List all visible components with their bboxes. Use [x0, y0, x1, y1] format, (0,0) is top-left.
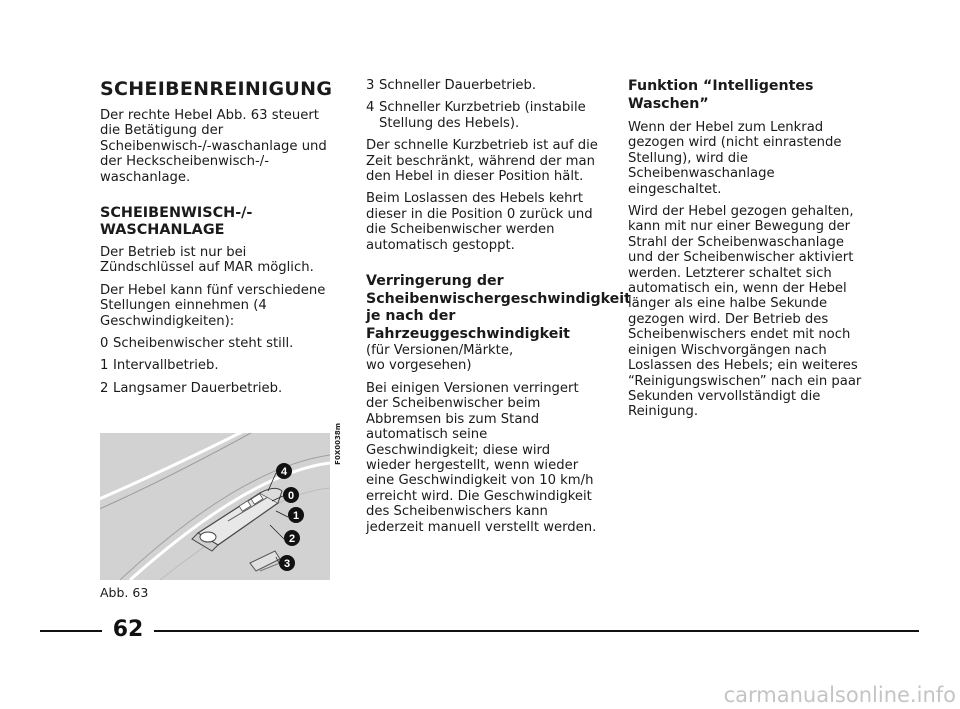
- paragraph-short-mode: Der schnelle Kurzbetrieb ist auf die Zeit beschränkt, während der man den Hebel in dieser Position hält.: [366, 138, 598, 185]
- column-middle: [366, 78, 631, 542]
- list-item-text: Schneller Kurzbetrieb (instabile Stellung des Hebels).: [379, 100, 586, 131]
- list-item-number: 4: [366, 100, 375, 116]
- list-item-number: 0: [100, 336, 109, 352]
- speed-reduction-heading: Verringerung der Scheibenwischergeschwindigkeit je nach der Fahrzeuggeschwindigkeit: [366, 273, 631, 342]
- page-number: 62: [112, 617, 144, 642]
- list-item-text: Intervallbetrieb.: [113, 358, 219, 374]
- intro-paragraph: Der rechte Hebel Abb. 63 steuert die Betätigung der Scheibenwisch-/-waschanlage und der Heckscheibenwisch-/-waschanlage.: [100, 108, 327, 185]
- list-item-number: 1: [100, 358, 109, 374]
- footer-rule-right: [154, 630, 919, 632]
- wiper-lever-illustration: [100, 433, 330, 580]
- paragraph-release: Beim Loslassen des Hebels kehrt dieser in die Position 0 zurück und die Scheibenwischer werden automatisch gestoppt.: [366, 191, 593, 253]
- position-label-4: [276, 463, 292, 479]
- column-left: [100, 78, 332, 403]
- list-item-text: Langsamer Dauerbetrieb.: [113, 380, 283, 396]
- position-label-3: [279, 555, 295, 571]
- version-note: [366, 343, 598, 374]
- version-note-line: wo vorgesehen): [366, 358, 472, 374]
- list-item: [366, 78, 598, 93]
- footer-rule-left: [40, 630, 102, 632]
- smart-wash-heading: Funktion “Intelligentes Waschen”: [628, 78, 814, 112]
- paragraph-smart-wash-intro: Wenn der Hebel zum Lenkrad gezogen wird (nicht einrastende Stellung), wird die Scheibenwaschanlage eingeschaltet.: [628, 120, 842, 197]
- paragraph-positions: Der Hebel kann fünf verschiedene Stellungen einnehmen (4 Geschwindigkeiten):: [100, 282, 326, 329]
- list-item: [366, 100, 598, 131]
- subsection-title: SCHEIBENWISCH-/-WASCHANLAGE: [100, 205, 253, 239]
- svg-text:4: 4: [280, 466, 288, 478]
- list-item: [100, 381, 332, 396]
- list-item: [100, 336, 332, 351]
- column-right: [628, 78, 864, 427]
- position-label-1: [288, 507, 304, 523]
- position-label-2: [284, 530, 300, 546]
- list-item-text: Schneller Dauerbetrieb.: [379, 78, 537, 93]
- section-title: SCHEIBENREINIGUNG: [100, 78, 333, 100]
- list-item: [100, 358, 332, 373]
- list-item-text: Scheibenwischer steht still.: [113, 336, 294, 352]
- version-note-line: (für Versionen/Märkte,: [366, 343, 514, 359]
- list-item-number: 3: [366, 78, 375, 93]
- svg-text:3: 3: [283, 558, 291, 570]
- figure-code: F0X0038m: [334, 423, 342, 465]
- wiper-lever-figure: [100, 433, 330, 580]
- svg-text:1: 1: [292, 510, 300, 522]
- paragraph-speed-reduction: Bei einigen Versionen verringert der Scheibenwischer beim Abbremsen bis zum Stand automatisch seine Geschwindigkeit; diese wird wieder hergestellt, wenn wieder eine Geschwindigkeit von 10 km/h erreicht wird. Die Geschwindigkeit des Scheibenwischers kann jederzeit manuell verstellt werden.: [366, 380, 597, 535]
- watermark: carmanualsonline.info: [723, 683, 956, 707]
- figure-caption: Abb. 63: [100, 585, 149, 600]
- list-item-number: 2: [100, 380, 109, 396]
- svg-text:2: 2: [288, 533, 296, 545]
- paragraph-smart-wash-detail: Wird der Hebel gezogen gehalten, kann mit nur einer Bewegung der Strahl der Scheibenwaschanlage und der Scheibenwischer aktiviert werden. Letzterer schaltet sich automatisch ein, wenn der Hebel länger als eine halbe Sekunde gezogen wird. Der Betrieb des Scheibenwischers endet mit noch einigen Wischvorgängen nach Loslassen des Hebels; ein weiteres “Reinigungswischen” nach ein paar Sekunden vervollständigt die Reinigung.: [628, 204, 862, 420]
- position-label-0: [283, 487, 299, 503]
- svg-text:0: 0: [287, 490, 295, 502]
- paragraph-operation: Der Betrieb ist nur bei Zündschlüssel auf MAR möglich.: [100, 245, 314, 276]
